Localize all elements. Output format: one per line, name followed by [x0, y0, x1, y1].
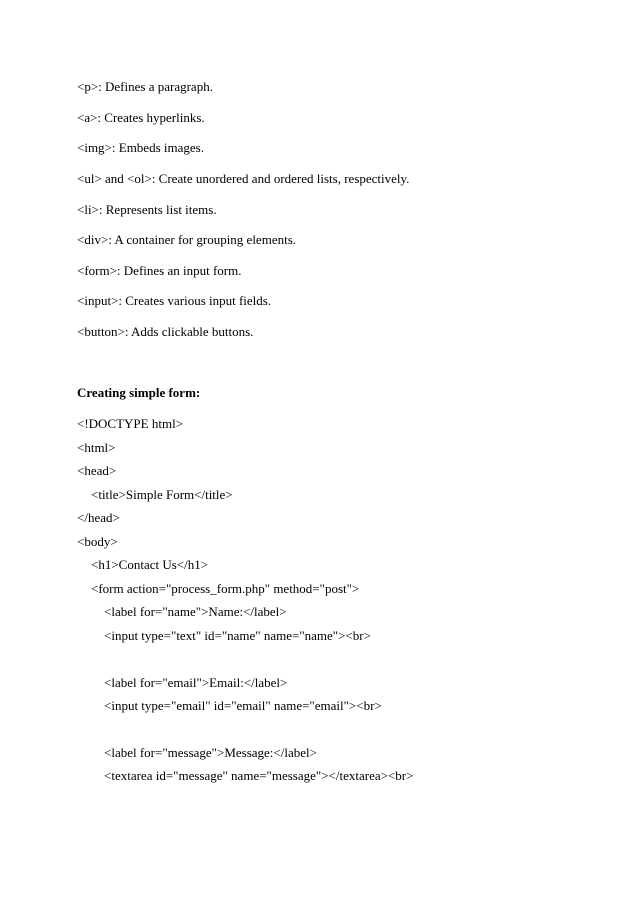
section-heading: Creating simple form: — [77, 385, 201, 400]
code-line: <!DOCTYPE html> — [77, 416, 184, 431]
tag-description-img: <img>: Embeds images. — [77, 140, 204, 155]
code-line: <head> — [77, 463, 117, 478]
tag-description-ul-ol: <ul> and <ol>: Create unordered and ordered lists, respectively. — [77, 171, 410, 186]
code-line: <title>Simple Form</title> — [91, 487, 233, 502]
tag-description-p: <p>: Defines a paragraph. — [77, 79, 213, 94]
code-line: <input type="text" id="name" name="name"><br> — [104, 628, 371, 643]
tag-description-div: <div>: A container for grouping elements. — [77, 232, 297, 247]
tag-description-button: <button>: Adds clickable buttons. — [77, 324, 254, 339]
code-line: <label for="email">Email:</label> — [104, 675, 288, 690]
code-line: <input type="email" id="email" name="email"><br> — [104, 698, 382, 713]
code-line: <label for="name">Name:</label> — [104, 604, 287, 619]
tag-description-form: <form>: Defines an input form. — [77, 263, 242, 278]
code-line: <h1>Contact Us</h1> — [91, 557, 209, 572]
code-line: <textarea id="message" name="message"></textarea><br> — [104, 768, 414, 783]
code-line: <html> — [77, 440, 116, 455]
tag-description-li: <li>: Represents list items. — [77, 202, 217, 217]
code-line: <label for="message">Message:</label> — [104, 745, 317, 760]
code-line: </head> — [77, 510, 120, 525]
tag-description-a: <a>: Creates hyperlinks. — [77, 110, 205, 125]
tag-description-input: <input>: Creates various input fields. — [77, 293, 272, 308]
code-line: <body> — [77, 534, 118, 549]
code-line: <form action="process_form.php" method="post"> — [91, 581, 360, 596]
